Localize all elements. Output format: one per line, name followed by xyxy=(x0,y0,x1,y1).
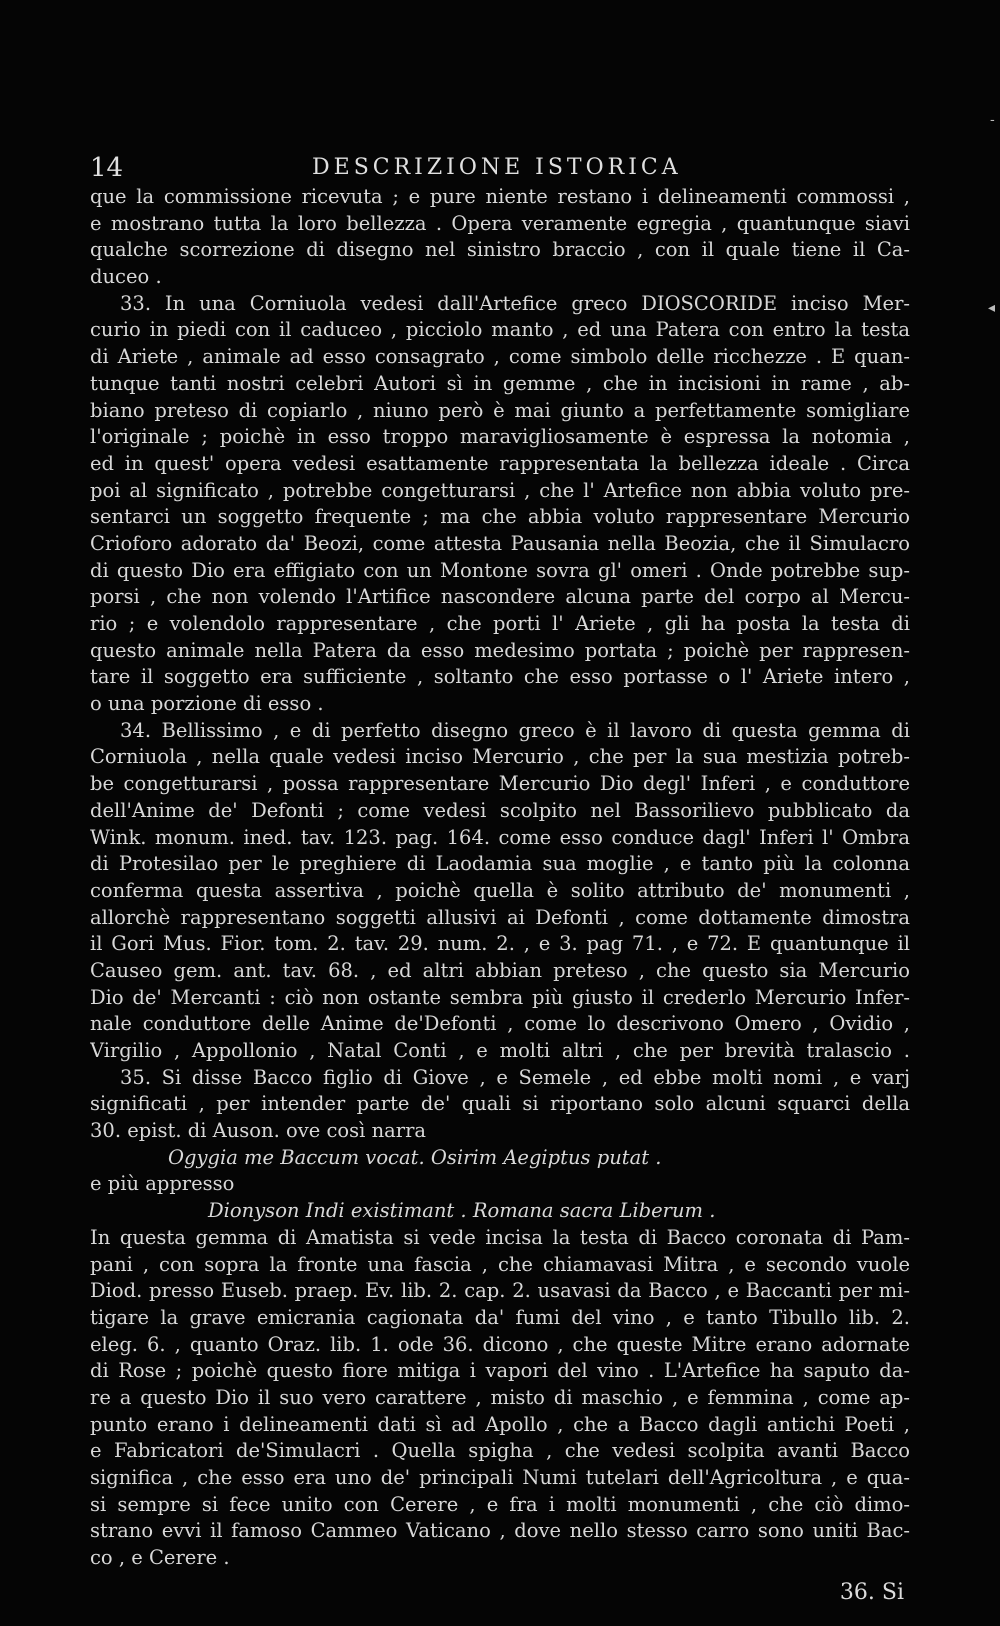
text-line: strano evvi il famoso Cammeo Vaticano , dove nello stesso carro sono uniti Bac- xyxy=(90,1519,910,1543)
text-line: duceo . xyxy=(90,265,162,289)
text-line: co , e Cerere . xyxy=(90,1546,230,1570)
paragraph-34-start: 34. Bellissimo , e di perfetto disegno greco è il lavoro di questa gemma di xyxy=(120,718,910,742)
text-line: In questa gemma di Amatista si vede incisa la testa di Bacco coronata di Pam- xyxy=(90,1225,910,1249)
verse-quote: Ogygia me Baccum vocat. Osirim Aegiptus putat . xyxy=(168,1145,662,1169)
page-header xyxy=(90,153,910,185)
text-line: di questo Dio era effigiato con un Montone sovra gl' omeri . Onde potrebbe sup- xyxy=(90,558,910,582)
text-line: Corniuola , nella quale vedesi inciso Mercurio , che per la sua mestizia potreb- xyxy=(90,745,910,769)
running-head: DESCRIZIONE ISTORICA xyxy=(312,155,682,180)
text-line: curio in piedi con il caduceo , picciolo manto , ed una Patera con entro la testa xyxy=(90,318,910,342)
text-line: Diod. presso Euseb. praep. Ev. lib. 2. cap. 2. usavasi da Bacco , e Baccanti per mi- xyxy=(90,1279,910,1303)
text-line: pani , con sopra la fronte una fascia , che chiamavasi Mitra , e secondo vuole xyxy=(90,1252,910,1276)
page-number: 14 xyxy=(90,153,124,183)
text-line: o una porzione di esso . xyxy=(90,692,324,716)
text-line: Causeo gem. ant. tav. 68. , ed altri abbian preteso , che questo sia Mercurio xyxy=(90,958,910,982)
text-line: que la commissione ricevuta ; e pure niente restano i delineamenti commossi , xyxy=(90,185,910,208)
paragraph-33-start: 33. In una Corniuola vedesi dall'Artefice greco DIOSCORIDE inciso Mer- xyxy=(120,291,910,315)
text-line: di Ariete , animale ad esso consagrato , come simbolo delle ricchezze . E quan- xyxy=(90,345,910,369)
text-line: ed in quest' opera vedesi esattamente rappresentata la bellezza ideale . Circa xyxy=(90,451,910,475)
text-line: significati , per intender parte de' quali si riportano solo alcuni squarci della xyxy=(90,1092,910,1116)
text-line: e mostrano tutta la loro bellezza . Opera veramente egregia , quantunque siavi xyxy=(90,211,910,235)
text-line: Dio de' Mercanti : ciò non ostante sembra più giusto il crederlo Mercurio Infer- xyxy=(90,985,910,1009)
text-line: conferma questa assertiva , poichè quella è solito attributo de' monumenti , xyxy=(90,878,910,902)
text-line: significa , che esso era uno de' principali Numi tutelari dell'Agricoltura , e qua- xyxy=(90,1466,910,1489)
text-line: poi al significato , potrebbe congetturarsi , che l' Artefice non abbia voluto pre- xyxy=(90,478,910,502)
text-line: porsi , che non volendo l'Artifice nascondere alcuna parte del corpo al Mercu- xyxy=(90,585,910,609)
text-line: allorchè rappresentano soggetti allusivi ai Defonti , come dottamente dimostra xyxy=(90,905,910,929)
text-line: Wink. monum. ined. tav. 123. pag. 164. come esso conduce dagl' Inferi l' Ombra xyxy=(90,825,910,849)
catchword: 36. Si xyxy=(839,1580,904,1605)
text-line: punto erano i delineamenti dati sì ad Apollo , che a Bacco dagli antichi Poeti , xyxy=(90,1412,910,1436)
text-line: rio ; e volendolo rappresentare , che porti l' Ariete , gli ha posta la testa di xyxy=(90,612,910,635)
text-line: e Fabricatori de'Simulacri . Quella spigha , che vedesi scolpita avanti Bacco xyxy=(90,1439,910,1463)
page-body xyxy=(90,184,910,1572)
text-line: tare il soggetto era sufficiente , soltanto che esso portasse o l' Ariete intero , xyxy=(90,665,910,689)
text-line: 30. epist. di Auson. ove così narra xyxy=(90,1119,427,1143)
text-line: qualche scorrezione di disegno nel sinistro braccio , con il quale tiene il Ca- xyxy=(90,238,910,262)
text-line: di Protesilao per le preghiere di Laodamia sua moglie , e tanto più la colonna xyxy=(90,852,910,876)
text-line: di Rose ; poichè questo fiore mitiga i vapori del vino . L'Artefice ha saputo da- xyxy=(90,1359,910,1383)
text-line: Crioforo adorato da' Beozi, come attesta Pausania nella Beozia, che il Simulacro xyxy=(90,531,910,555)
text-line: e più appresso xyxy=(90,1172,235,1196)
scan-speck: ◂ xyxy=(988,300,996,316)
paragraph-35-start: 35. Si disse Bacco figlio di Giove , e Semele , ed ebbe molti nomi , e varj xyxy=(120,1065,910,1089)
text-line: re a questo Dio il suo vero carattere , misto di maschio , e femmina , come ap- xyxy=(90,1385,910,1409)
scan-speck: - xyxy=(990,112,995,128)
text-line: il Gori Mus. Fior. tom. 2. tav. 29. num. 2. , e 3. pag 71. , e 72. E quantunque il xyxy=(90,932,910,956)
text-line: Virgilio , Appollonio , Natal Conti , e molti altri , che per brevità tralascio . xyxy=(90,1039,910,1062)
text-line: tigare la grave emicrania cagionata da' fumi del vino , e tanto Tibullo lib. 2. xyxy=(90,1305,910,1329)
text-line: biano preteso di copiarlo , niuno però è mai giunto a perfettamente somigliare xyxy=(90,398,910,422)
text-line: eleg. 6. , quanto Oraz. lib. 1. ode 36. dicono , che queste Mitre erano adornate xyxy=(90,1332,910,1356)
text-line: questo animale nella Patera da esso medesimo portata ; poichè per rappresen- xyxy=(90,638,910,662)
text-line: nale conduttore delle Anime de'Defonti , come lo descrivono Omero , Ovidio , xyxy=(90,1012,910,1036)
text-line: be congetturarsi , possa rappresentare Mercurio Dio degl' Inferi , e conduttore xyxy=(90,772,910,796)
verse-quote: Dionyson Indi existimant . Romana sacra Liberum . xyxy=(208,1199,716,1223)
text-line: sentarci un soggetto frequente ; ma che abbia voluto rappresentare Mercurio xyxy=(90,505,910,529)
text-line: dell'Anime de' Defonti ; come vedesi scolpito nel Bassorilievo pubblicato da xyxy=(90,798,910,822)
text-line: tunque tanti nostri celebri Autori sì in gemme , che in incisioni in rame , ab- xyxy=(90,371,910,395)
text-line: l'originale ; poichè in esso troppo maravigliosamente è espressa la notomia , xyxy=(90,425,910,449)
text-line: si sempre si fece unito con Cerere , e fra i molti monumenti , che ciò dimo- xyxy=(90,1492,910,1516)
